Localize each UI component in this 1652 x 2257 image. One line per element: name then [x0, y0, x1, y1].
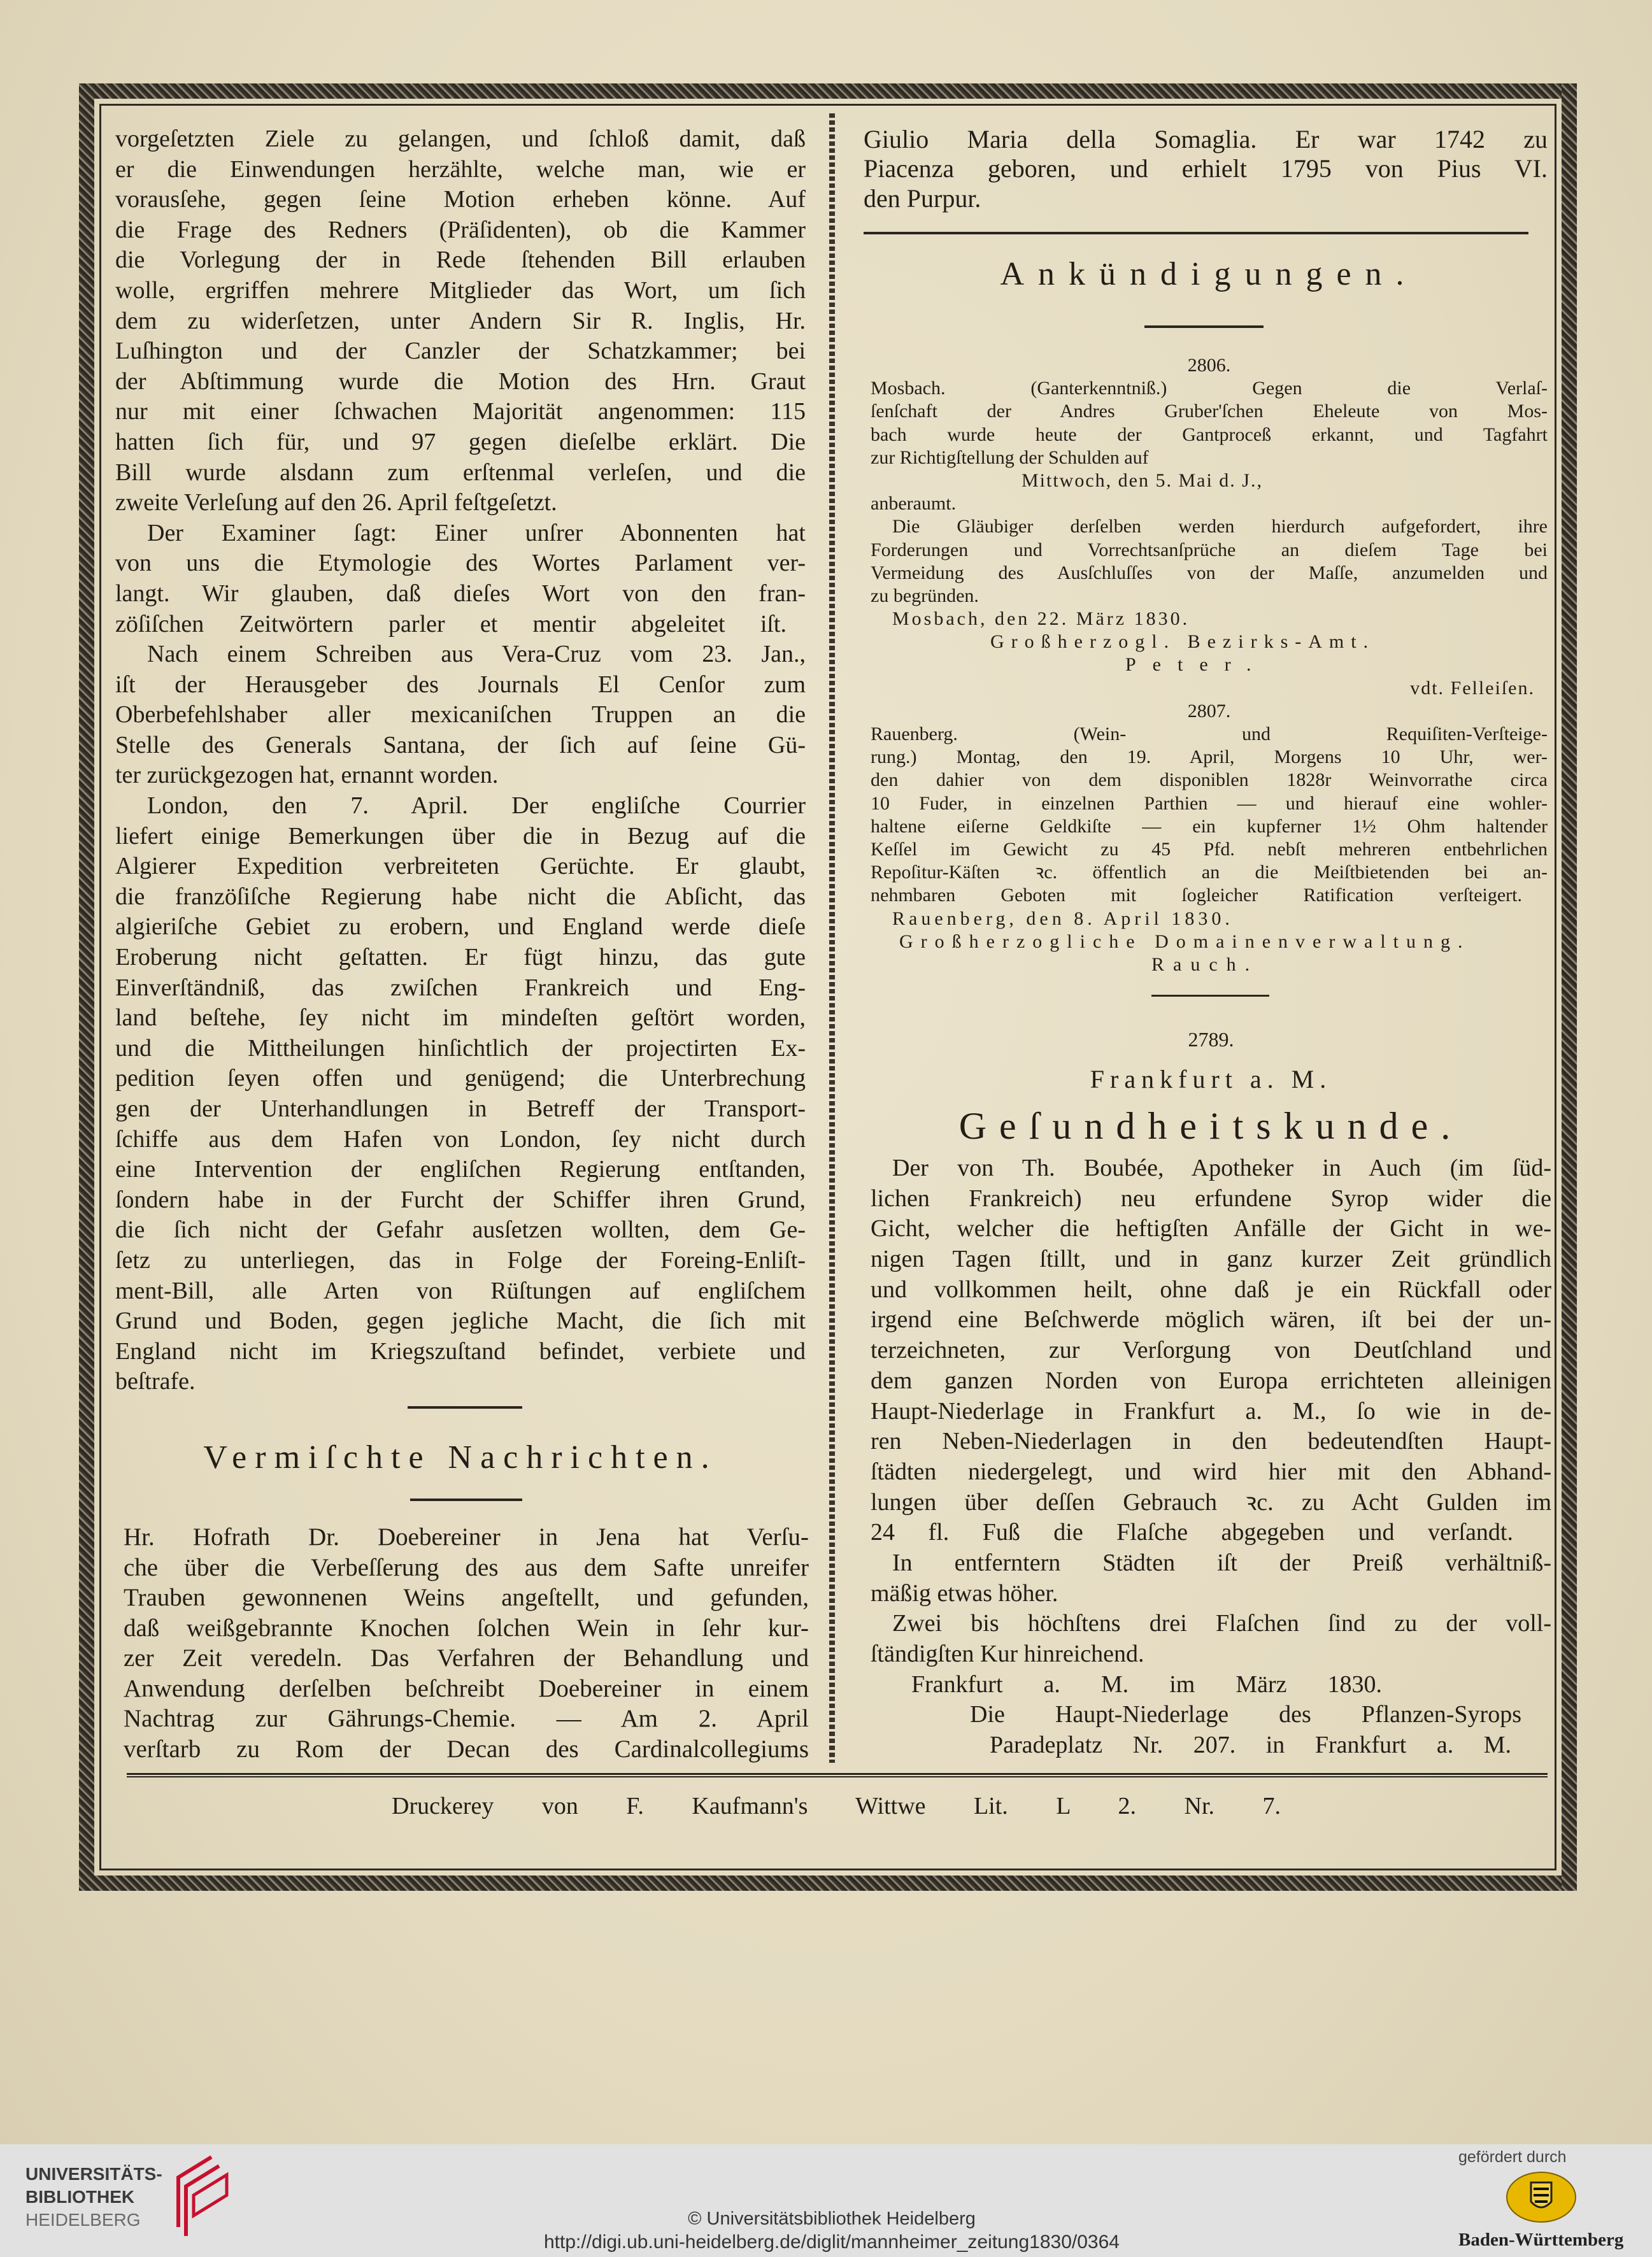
left-column-article [115, 124, 806, 1397]
footer-rule [127, 1773, 1548, 1777]
text-line: land beſtehe, ſey nicht im mindeſten geſtört worden, [115, 1004, 806, 1032]
text-line: Eroberung nicht geſtatten. Er fügt hinzu, das gute [115, 944, 806, 971]
text-line: gen der Unterhandlungen in Betreff der Transport- [115, 1095, 806, 1122]
text-line: Oberbefehlshaber aller mexicaniſchen Truppen an die [115, 701, 806, 729]
text-line: langt. Wir glauben, daß dieſes Wort von den fran- [115, 580, 806, 607]
text-line: die Frage des Redners (Präſidenten), ob die Kammer [115, 216, 806, 243]
footer-imprint: Druckerey von F. Kaufmann's Wittwe Lit. L 2. Nr. 7. [392, 1793, 1281, 1819]
advertisement-rule [1151, 995, 1269, 997]
text-line: liefert einige Bemerkungen über die in Bezug auf die [115, 822, 806, 850]
text-line: den Purpur. [864, 183, 981, 213]
text-line: Algierer Expedition verbreiteten Gerüchte. Er glaubt, [115, 853, 806, 880]
signature-office: Großherzogl. Bezirks-Amt. [990, 631, 1376, 653]
advertisement-address: Paradeplatz Nr. 207. in Frankfurt a. M. [990, 1732, 1511, 1759]
text-line: Mosbach, den 22. März 1830. [892, 608, 1190, 630]
text-line: Hr. Hofrath Dr. Doebereiner in Jena hat Verſu- [124, 1523, 809, 1551]
text-line: In entferntern Städten iſt der Preiß verhältniß- [892, 1549, 1551, 1576]
text-line: 24 fl. Fuß die Flaſche abgegeben und verſandt. [871, 1519, 1513, 1546]
text-line: ſenſchaft der Andres Gruber'ſchen Eheleute von Mos- [871, 401, 1548, 422]
advertisement-heading: Geſundheitskunde. [958, 1105, 1463, 1147]
text-line: Bill wurde alsdann zum erſtenmal verleſen, und die [115, 459, 806, 486]
text-line: die franzöſiſche Regierung habe nicht die Abſicht, das [115, 883, 806, 910]
text-line: hatten ſich für, und 97 gegen dieſelbe erklärt. Die [115, 428, 806, 455]
announcements-rule-top [864, 232, 1528, 234]
text-line: Stelle des Generals Santana, der ſich auf ſeine Gü- [115, 731, 806, 758]
text-line: Vermeidung des Ausſchluſſes von der Maſſe, anzumelden und [871, 562, 1548, 583]
announcements-heading: Ankündigungen. [1000, 256, 1418, 292]
text-line: terzeichneten, zur Verſorgung von Deutſchland und [871, 1337, 1551, 1364]
text-line: den dahier von dem disponiblen 1828r Weinvorrathe circa [871, 769, 1548, 791]
text-line: nehmbaren Geboten mit ſogleicher Ratification verſteigert. [871, 885, 1522, 906]
text-line: die ſich nicht der Gefahr ausſetzen wollten, dem Ge- [115, 1216, 806, 1244]
library-name-line2: BIBLIOTHEK [25, 2187, 135, 2207]
text-line: anberaumt. [871, 493, 957, 515]
text-line: Anwendung derſelben beſchreibt Doebereiner in einem [124, 1674, 809, 1702]
text-line: nigen Tagen ſtillt, und in ganz kurzer Zeit gründlich [871, 1246, 1551, 1273]
text-line: der Abſtimmung wurde die Motion des Hrn. Graut [115, 367, 806, 395]
text-line: 10 Fuder, in einzelnen Parthien — und hierauf eine wohler- [871, 792, 1548, 814]
text-line: rung.) Montag, den 19. April, Morgens 10 Uhr, wer- [871, 746, 1548, 768]
text-line: von uns die Etymologie des Wortes Parlament ver- [115, 550, 806, 577]
advertisement-date: Frankfurt a. M. im März 1830. [911, 1670, 1382, 1698]
text-line: Die Gläubiger derſelben werden hierdurch aufgefordert, ihre [892, 516, 1548, 538]
notice-number: 2807. [1187, 700, 1231, 722]
copyright-notice: © Universitätsbibliothek Heidelberg [688, 2209, 976, 2229]
text-line: Giulio Maria della Somaglia. Er war 1742 zu [864, 125, 1548, 153]
signature-name: Rauch. [1151, 953, 1259, 975]
text-line: und vollkommen heilt, ohne daß je ein Rückfall oder [871, 1276, 1551, 1303]
text-line: mäßig etwas höher. [871, 1579, 1058, 1607]
text-line: zer Zeit veredeln. Das Verfahren der Behandlung und [124, 1644, 809, 1672]
text-line: irgend eine Beſchwerde möglich wären, iſt bei der un- [871, 1306, 1551, 1334]
text-line: die Vorlegung der in Rede ſtehenden Bill erlauben [115, 246, 806, 274]
text-line: er die Einwendungen herzählte, welche man, wie er [115, 155, 806, 183]
text-line: Repoſitur-Käſten ꝛc. öffentlich an die Meiſtbietenden bei an- [871, 862, 1548, 883]
text-line: Forderungen und Vorrechtsanſprüche an dieſem Tage bei [871, 539, 1548, 560]
notice-number: 2806. [1187, 355, 1231, 376]
text-line: Der Examiner ſagt: Einer unſrer Abonnenten hat [147, 519, 806, 546]
text-line: Mosbach. (Ganterkenntniß.) Gegen die Verlaſ- [871, 378, 1548, 399]
frame-bottom [79, 1876, 1577, 1891]
advertisement-signature: Die Haupt-Niederlage des Pflanzen-Syrops [970, 1701, 1521, 1728]
notices-block [871, 354, 1548, 976]
text-line: ter zurückgezogen hat, ernannt worden. [115, 762, 499, 789]
text-line: Luſhington und der Canzler der Schatzkammer; bei [115, 338, 806, 365]
section-rule-top [408, 1406, 522, 1409]
text-line: ſchiffe aus dem Hafen von London, ſey nicht durch [115, 1125, 806, 1153]
page-url: http://digi.ub.uni-heidelberg.de/diglit/mannheimer_zeitung1830/0364 [544, 2232, 1120, 2253]
text-line: Mittwoch, den 5. Mai d. J., [1022, 469, 1263, 491]
right-column-intro [864, 125, 1548, 213]
section-rule-bottom [410, 1499, 522, 1501]
advertisement-place: Frankfurt a. M. [1090, 1065, 1332, 1093]
text-line: ren Neben-Niederlagen in den bedeutendſten Haupt- [871, 1428, 1551, 1455]
text-line: Haupt-Niederlage in Frankfurt a. M., ſo wie in de- [871, 1397, 1551, 1425]
text-line: Nach einem Schreiben aus Vera-Cruz vom 23. Jan., [147, 641, 806, 668]
text-line: ſondern habe in der Furcht der Schiffer ihren Grund, [115, 1186, 806, 1213]
text-line: London, den 7. April. Der engliſche Courrier [147, 792, 806, 820]
digitization-bar [0, 2144, 1652, 2257]
text-line: pedition ſeyen offen und genügend; die Unterbrechung [115, 1065, 806, 1092]
text-line: ſtädten niedergelegt, und wird hier mit den Abhand- [871, 1458, 1551, 1485]
text-line: Gicht, welcher die heftigſten Anfälle der Gicht in we- [871, 1215, 1551, 1242]
left-column-miscellaneous [124, 1522, 809, 1764]
funder-name: Baden-Württemberg [1458, 2230, 1624, 2250]
text-line: Einverſtändniß, das zwiſchen Frankreich und Eng- [115, 974, 806, 1001]
text-line: algieriſche Gebiet zu erobern, und England werde dieſe [115, 913, 806, 941]
text-line: ment-Bill, alle Arten von Rüſtungen auf engliſchem [115, 1277, 806, 1304]
text-line: Nachtrag zur Gährungs-Chemie. — Am 2. April [124, 1705, 809, 1732]
text-line: vorgeſetzten Ziele zu gelangen, und ſchloß damit, daß [115, 125, 806, 152]
text-line: zu begründen. [871, 585, 979, 606]
text-line: Rauenberg. (Wein- und Requiſiten-Verſteige- [871, 723, 1548, 744]
text-line: Keſſel im Gewicht zu 45 Pfd. nebſt mehreren entbehrlichen [871, 838, 1548, 860]
text-line: nur mit einer ſchwachen Majorität angenommen: 115 [115, 398, 806, 425]
text-line: wolle, ergriffen mehrere Mitglieder das Wort, um ſich [115, 276, 806, 304]
text-line: verſtarb zu Rom der Decan des Cardinalcollegiums [124, 1735, 809, 1763]
text-line: zweite Verleſung auf den 26. April feſtgeſetzt. [115, 489, 557, 516]
text-line: Trauben gewonnenen Weins angeſtellt, und gefunden, [124, 1584, 809, 1611]
text-line: vorausſehe, gegen ſeine Motion erheben könne. Auf [115, 186, 806, 213]
text-line: haltene eiſerne Geldkiſte — ein kupferner 1½ Ohm haltender [871, 815, 1548, 837]
text-line: Piacenza geboren, und erhielt 1795 von Pius VI. [864, 154, 1548, 183]
text-line: zöſiſchen Zeitwörtern parler et mentir abgeleitet iſt. [115, 610, 787, 637]
ub-heidelberg-logo-icon [167, 2152, 231, 2241]
text-line: und die Mittheilungen hinſichtlich der projectirten Ex- [115, 1034, 806, 1062]
library-name-line1: UNIVERSITÄTS- [25, 2164, 162, 2184]
text-line: daß weißgebrannte Knochen ſolchen Wein in ſehr kur- [124, 1614, 809, 1642]
text-line: iſt der Herausgeber des Journals El Cenſor zum [115, 671, 806, 698]
text-line: ſtändigſten Kur hinreichend. [871, 1641, 1144, 1667]
signature-office: Großherzogliche Domainenverwaltung. [899, 930, 1470, 952]
text-line: bach wurde heute der Gantproceß erkannt, und Tagfahrt [871, 424, 1548, 445]
text-line: Grund und Boden, gegen jegliche Macht, die ſich mit [115, 1307, 806, 1335]
section-heading-vermischte-nachrichten: Vermiſchte Nachrichten. [203, 1439, 718, 1476]
text-line: lungen über deſſen Gebrauch ꝛc. zu Acht Gulden im [871, 1488, 1551, 1516]
text-line: dem ganzen Norden von Europa errichteten alleinigen [871, 1367, 1551, 1394]
text-line: zur Richtigſtellung der Schulden auf [871, 446, 1149, 468]
text-line: Der von Th. Boubée, Apotheker in Auch (im ſüd- [892, 1155, 1551, 1181]
text-line: eine Intervention der engliſchen Regierung entſtanden, [115, 1156, 806, 1183]
frame-left [79, 83, 94, 1891]
text-line: Rauenberg, den 8. April 1830. [892, 908, 1234, 929]
text-line: ſetz zu unterliegen, das in Folge der Foreing-Enliſt- [115, 1246, 806, 1274]
frame-right [1562, 83, 1577, 1891]
advertisement-number: 2789. [1188, 1028, 1234, 1051]
coat-of-arms-icon [1506, 2171, 1577, 2223]
library-name-line3: HEIDELBERG [25, 2210, 141, 2230]
advertisement-body [871, 1153, 1551, 1761]
signature-clerk: vdt. Felleiſen. [1410, 677, 1535, 699]
signature-name: Peter. [1125, 654, 1268, 676]
frame-top [79, 83, 1577, 99]
text-line: Zwei bis höchſtens drei Flaſchen ſind zu der voll- [892, 1610, 1551, 1637]
funding-label: gefördert durch [1458, 2148, 1567, 2166]
text-line: beſtrafe. [115, 1368, 196, 1395]
text-line: England nicht im Kriegszuſtand befindet, verbiete und [115, 1337, 806, 1365]
text-line: lichen Frankreich) neu erfundene Syrop wider die [871, 1185, 1551, 1212]
announcements-rule-bottom [1144, 325, 1264, 328]
column-divider [829, 113, 835, 1763]
text-line: che über die Verbeſſerung des aus dem Safte unreifer [124, 1553, 809, 1581]
text-line: dem zu widerſetzen, unter Andern Sir R. Inglis, Hr. [115, 307, 806, 334]
